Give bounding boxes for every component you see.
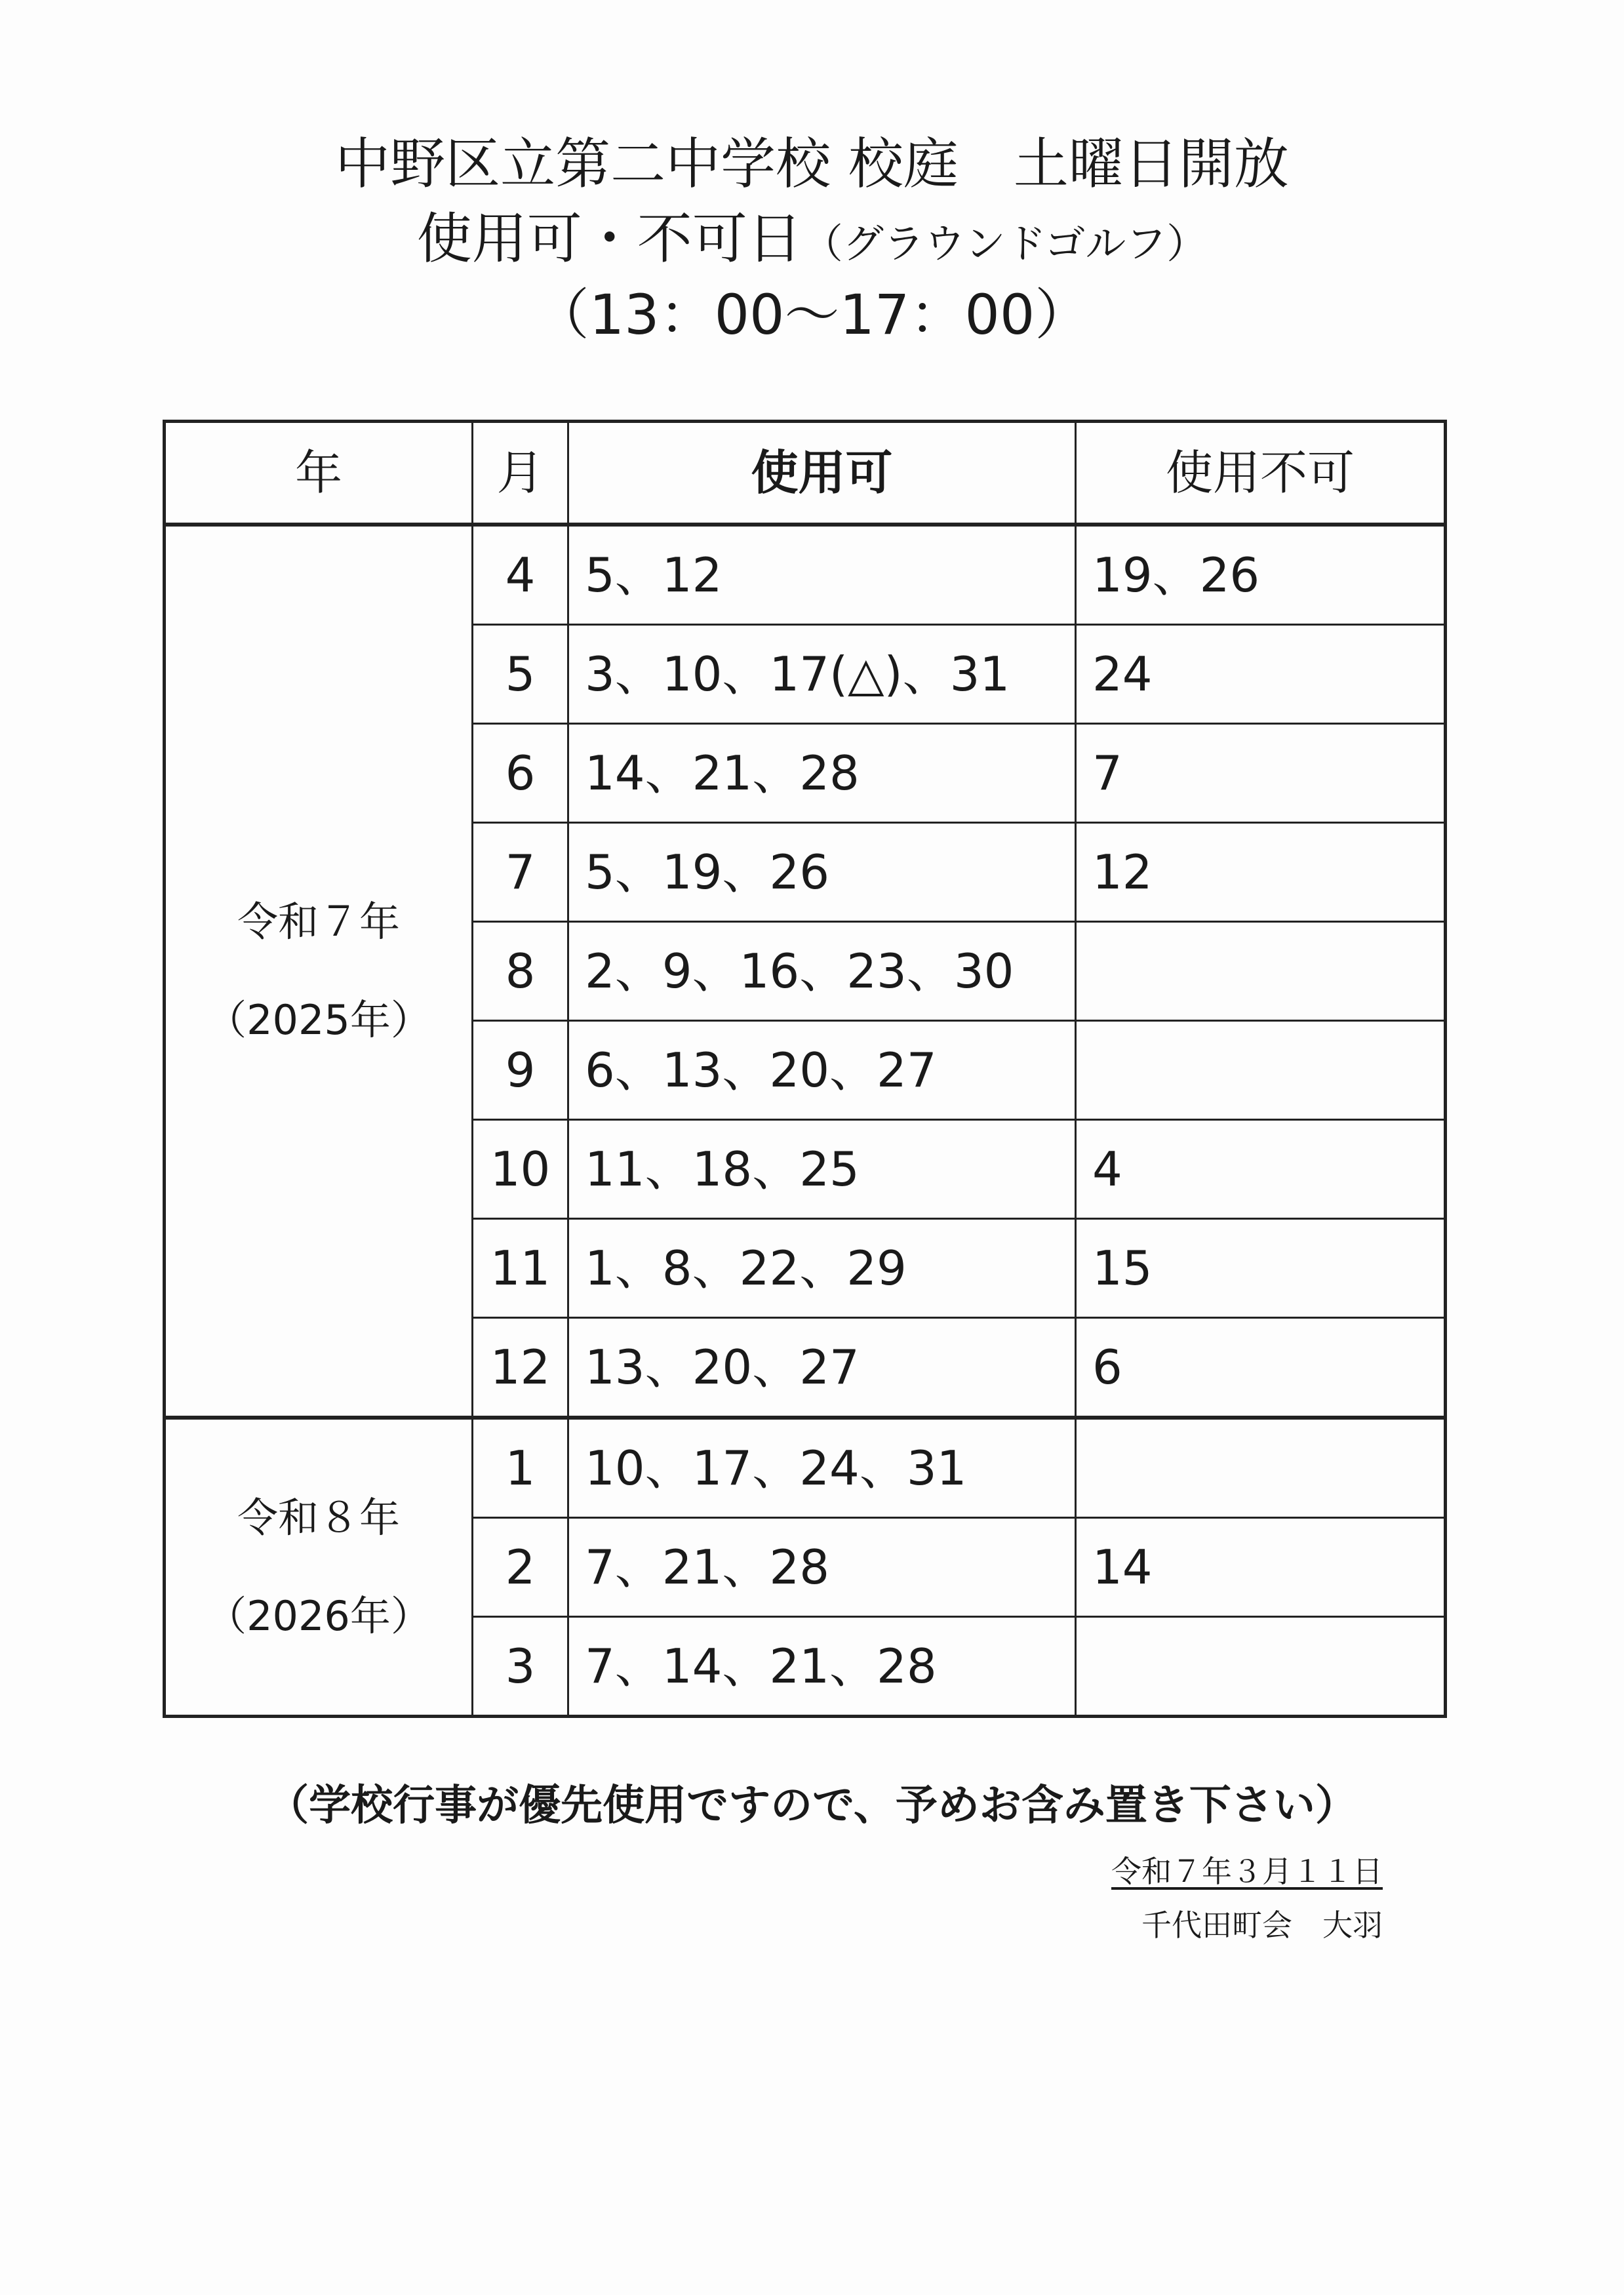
month-cell: 9 xyxy=(473,1021,568,1120)
available-days-cell: 7、14、21、28 xyxy=(568,1617,1076,1717)
available-days-cell: 5、12 xyxy=(568,525,1076,625)
unavailable-days-cell: 15 xyxy=(1076,1219,1446,1318)
table-row xyxy=(165,525,1446,625)
available-days-cell: 1、8、22、29 xyxy=(568,1219,1076,1318)
available-days-cell: 6、13、20、27 xyxy=(568,1021,1076,1120)
subtitle-main: 使用可・不可日 xyxy=(416,207,802,271)
header-row xyxy=(165,422,1446,525)
unavailable-days-cell: 19、26 xyxy=(1076,525,1446,625)
year-western: （2025年） xyxy=(206,996,431,1044)
unavailable-days-cell xyxy=(1076,1021,1446,1120)
header-unavailable: 使用不可 xyxy=(1076,422,1446,525)
unavailable-days-cell: 4 xyxy=(1076,1120,1446,1219)
available-days-cell: 13、20、27 xyxy=(568,1318,1076,1418)
unavailable-days-cell xyxy=(1076,1418,1446,1518)
priority-note: （学校行事が優先使用ですので、予めお含み置き下さい） xyxy=(267,1782,1357,1830)
available-days-cell: 11、18、25 xyxy=(568,1120,1076,1219)
year-western: （2026年） xyxy=(206,1592,431,1640)
unavailable-days-cell: 7 xyxy=(1076,724,1446,823)
schedule-table xyxy=(163,420,1447,1718)
month-cell: 5 xyxy=(473,625,568,724)
available-days-cell: 7、21、28 xyxy=(568,1518,1076,1617)
subtitle-activity: （グラウンドゴルフ） xyxy=(802,220,1208,268)
available-days-cell: 3、10、17(△)、31 xyxy=(568,625,1076,724)
month-cell: 4 xyxy=(473,525,568,625)
year-cell xyxy=(165,1418,473,1717)
unavailable-days-cell xyxy=(1076,922,1446,1021)
header-year: 年 xyxy=(165,422,473,525)
month-cell: 10 xyxy=(473,1120,568,1219)
month-cell: 1 xyxy=(473,1418,568,1518)
header-available: 使用可 xyxy=(568,422,1076,525)
unavailable-days-cell xyxy=(1076,1617,1446,1717)
available-days-cell: 14、21、28 xyxy=(568,724,1076,823)
page-title: 中野区立第二中学校 校庭 土曜日開放 xyxy=(335,132,1289,196)
month-cell: 3 xyxy=(473,1617,568,1717)
unavailable-days-cell: 12 xyxy=(1076,823,1446,922)
available-days-cell: 5、19、26 xyxy=(568,823,1076,922)
available-days-cell: 2、9、16、23、30 xyxy=(568,922,1076,1021)
unavailable-days-cell: 24 xyxy=(1076,625,1446,724)
month-cell: 6 xyxy=(473,724,568,823)
hours-line: （13：00～17：00） xyxy=(534,283,1090,347)
header-month: 月 xyxy=(473,422,568,525)
author: 千代田町会 大羽 xyxy=(1141,1907,1383,1943)
unavailable-days-cell: 6 xyxy=(1076,1318,1446,1418)
table-row xyxy=(165,1418,1446,1518)
schedule-body xyxy=(165,525,1446,1717)
month-cell: 11 xyxy=(473,1219,568,1318)
year-era: 令和８年 xyxy=(237,1494,400,1542)
month-cell: 7 xyxy=(473,823,568,922)
page-subtitle xyxy=(0,207,1624,271)
unavailable-days-cell: 14 xyxy=(1076,1518,1446,1617)
month-cell: 8 xyxy=(473,922,568,1021)
year-cell xyxy=(165,525,473,1418)
available-days-cell: 10、17、24、31 xyxy=(568,1418,1076,1518)
year-era: 令和７年 xyxy=(237,898,400,946)
month-cell: 12 xyxy=(473,1318,568,1418)
month-cell: 2 xyxy=(473,1518,568,1617)
issue-date: 令和７年３月１１日 xyxy=(1111,1854,1383,1889)
